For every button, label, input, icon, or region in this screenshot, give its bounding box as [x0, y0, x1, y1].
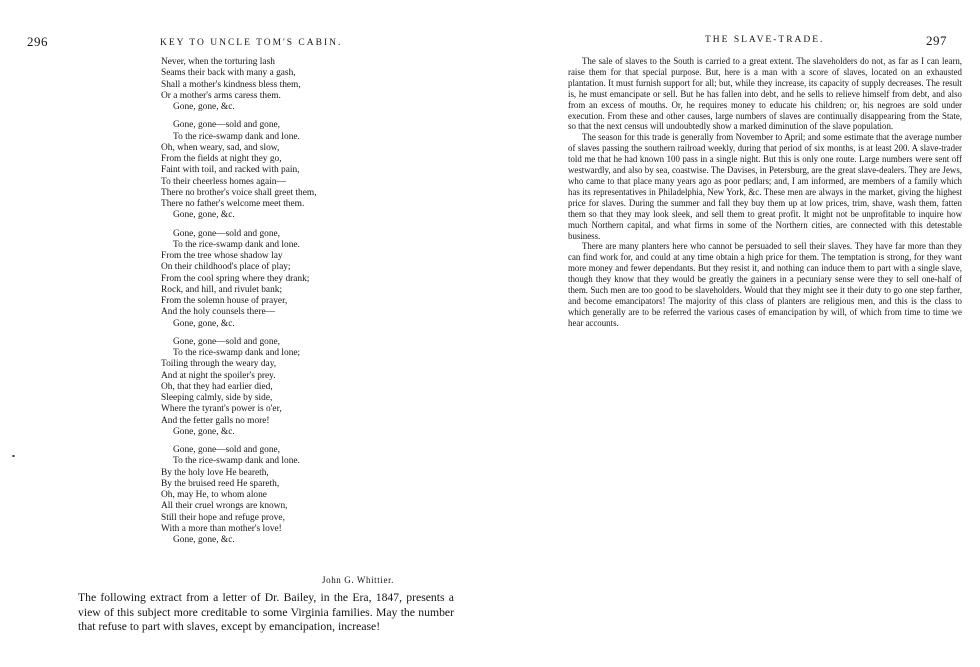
poem-line: All their cruel wrongs are known, [161, 501, 288, 512]
stanza-gap [161, 438, 461, 445]
poem-line: On their childhood's place of play; [161, 262, 291, 273]
poem-line: By the holy love He beareth, [161, 467, 269, 478]
poem-line: And the holy counsels there— [161, 307, 276, 318]
poem-line: There no father's welcome meet them. [161, 199, 305, 209]
paragraph: The sale of slaves to the South is carried to a great extent. The slaveholders do not, as far as I can learn, raise them for that special purpose. But, here is a man with a score of slaves, located on an exhausted plantation. It must furnish support for all; but, while they increase, its capacity of supply decreases. The result is, he must emancipate or sell. But he has fallen into debt, and he sells to relieve himself from debt, and also from an excess of mouths. Or, he requires money to educate his children; or, his negroes are sold under execution. From these and other causes, large numbers of slaves are continually disappearing from the State, so that the next census will undoubtedly show a marked diminution of the slave population. [568, 56, 962, 132]
right-page [490, 0, 980, 667]
paragraph: The season for this trade is generally from November to April; and some estimate that the average number of slaves passing the southern railroad weekly, during that period of six months, is at least 200. A slave-trader told me that he had known 100 pass in a single night. But this is only one route. Large numbers were sent off westwardly, and also by sea, coastwise. The Davises, in Petersburg, are the great slave-dealers. They are Jews, who came to that place many years ago as poor pedlars; and, I am informed, are members of a family which has its representatives in Philadelphia, New York, &c. These men are always in the market, giving the highest price for slaves. During the summer and fall they buy them up at low prices, trim, shave, wash them, fatten them so that they may look sleek, and sell them to great profit. It might not be unprofitable to inquire how much Northern capital, and what firms in some of the Northern cities, are connected with this detestable business. [568, 132, 962, 241]
poem-line: Oh, may He, to whom alone [161, 490, 267, 500]
poem-line: Toiling through the weary day, [161, 359, 277, 370]
poem-line: By the bruised reed He spareth, [161, 478, 280, 489]
poem-line: Gone, gone—sold and gone, [173, 336, 281, 347]
poem-stanza [161, 120, 461, 221]
page-mark [12, 455, 15, 457]
poem-line: From the solemn house of prayer, [161, 296, 288, 306]
right-running-head: THE SLAVE-TRADE. [705, 35, 825, 45]
poem-line: Oh, that they had earlier died, [161, 381, 273, 392]
poem-line: Sleeping calmly, side by side, [161, 393, 273, 403]
poem-line: Shall a mother's kindness bless them, [161, 79, 301, 90]
poem-line: Gone, gone—sold and gone, [173, 228, 281, 239]
poem-line: And the fetter galls no more! [161, 415, 270, 426]
poem-line: Faint with toil, and racked with pain, [161, 165, 300, 176]
stanza-gap [161, 113, 461, 120]
poem-line: Gone, gone—sold and gone, [173, 120, 281, 131]
poem-line: Gone, gone—sold and gone, [173, 445, 281, 455]
poem-line: Never, when the torturing lash [161, 57, 275, 67]
poem-line: There no brother's voice shall greet them, [161, 187, 317, 198]
stanza-gap [161, 330, 461, 337]
poem-line: To their cheerless homes again— [161, 176, 286, 187]
poem-line: Or a mother's arms caress them. [161, 90, 281, 101]
poem-stanza [161, 57, 461, 113]
poem-line: Oh, when weary, sad, and slow, [161, 142, 280, 153]
paragraph: There are many planters here who cannot be persuaded to sell their slaves. They have far more than they can find work for, and could at any time obtain a high price for them. The temptation is strong, for they want more money and fewer dependants. But they resist it, and nothing can induce them to part with a single slave, though they know that they would be greatly the gainers in a pecuniary sense were they to sell one-half of them. Such men are too good to be slaveholders. Would that they might see it their duty to go one step farther, and become emancipators! The majority of this class of planters are religious men, and this is the class to which generally are to be referred the various cases of emancipation by will, of which from time to time we hear accounts. [568, 241, 962, 328]
poem-line: To the rice-swamp dank and lone. [173, 131, 300, 142]
poem-line: Gone, gone, &c. [173, 318, 235, 329]
stanza-gap [161, 222, 461, 229]
poem-line: To the rice-swamp dank and lone; [173, 348, 301, 358]
extract-intro: The following extract from a letter of Dr. Bailey, in the Era, 1847, presents a view of this subject more creditable to some Virginia families. May the number that refuse to part with slaves, except by emancipation, increase! [78, 591, 454, 634]
poem-line: Still their hope and refuge prove, [161, 512, 285, 523]
left-page-number: 296 [27, 34, 48, 49]
poem-line: From the cool spring where they drank; [161, 273, 310, 284]
poem-line: And at night the spoiler's prey. [161, 370, 276, 381]
poem-line: Seams their back with many a gash, [161, 68, 296, 79]
article-body [568, 56, 962, 329]
poem-line: To the rice-swamp dank and lone. [173, 239, 300, 250]
poem-line: Gone, gone, &c. [173, 102, 235, 112]
poem-stanza [161, 445, 461, 546]
left-running-head: KEY TO UNCLE TOM'S CABIN. [160, 38, 343, 48]
poem [161, 57, 461, 546]
poem-line: Gone, gone, &c. [173, 426, 235, 437]
poem-line: Gone, gone, &c. [173, 535, 235, 545]
poem-line: Rock, and hill, and rivulet bank; [161, 284, 283, 295]
poem-line: From the tree whose shadow lay [161, 251, 283, 261]
poem-line: Where the tyrant's power is o'er, [161, 404, 282, 415]
poem-line: With a more than mother's love! [161, 523, 282, 534]
poem-line: From the fields at night they go, [161, 154, 282, 164]
right-page-number: 297 [926, 33, 947, 48]
poem-line: Gone, gone, &c. [173, 210, 235, 221]
poem-author: John G. Whittier. [322, 575, 395, 585]
poem-line: To the rice-swamp dank and lone. [173, 456, 300, 467]
poem-stanza [161, 337, 461, 438]
poem-stanza [161, 229, 461, 330]
